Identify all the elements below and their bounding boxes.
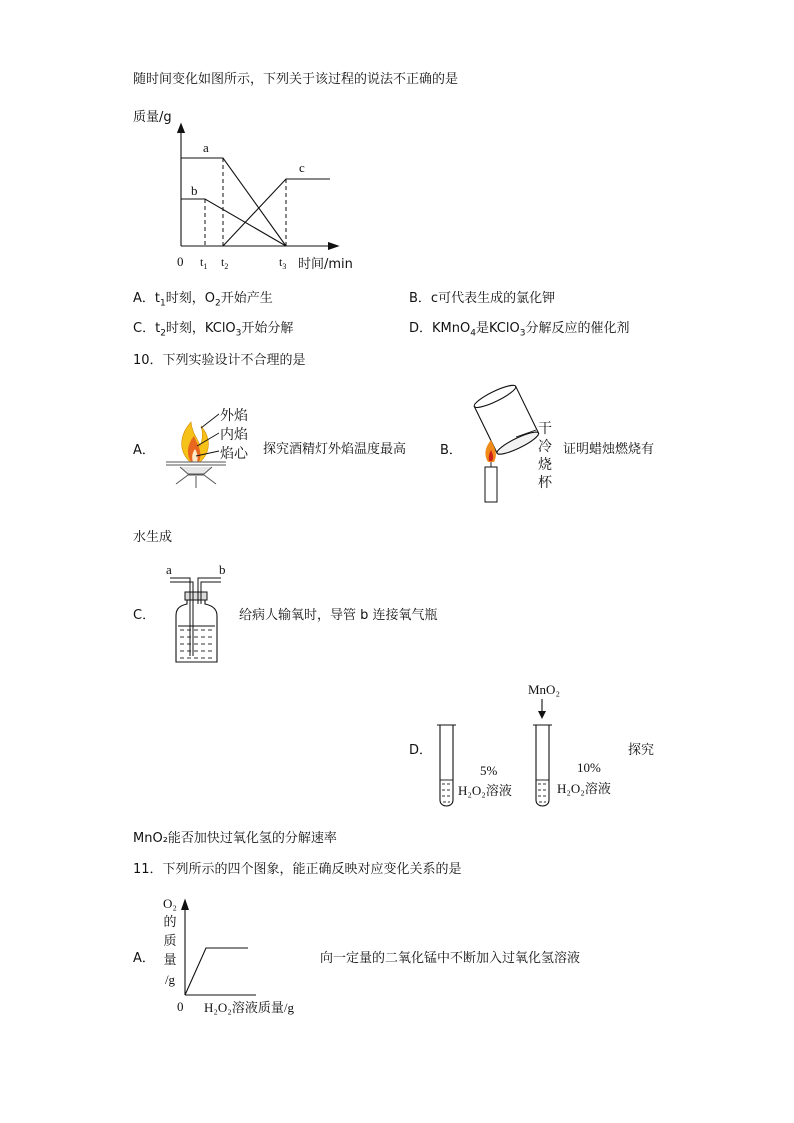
mno2-label: MnO₂ bbox=[528, 682, 560, 697]
label-flame-center: 焰心 bbox=[220, 446, 248, 462]
q10-a-letter: A． bbox=[133, 443, 155, 458]
q9-tick-t1: $t_1$ bbox=[200, 255, 208, 271]
q9-option-a: A．$t_1$时刻，$O_2$开始产生 bbox=[133, 291, 273, 309]
q9-stem: 随时间变化如图所示，下列关于该过程的说法不正确的是 bbox=[133, 72, 459, 87]
q10-stem: 10．下列实验设计不合理的是 bbox=[133, 353, 306, 368]
q9-label-c: c bbox=[299, 160, 305, 175]
q9-xlabel: 时间/min bbox=[298, 257, 353, 272]
q9-label-a: a bbox=[203, 140, 209, 155]
q11-a-letter: A． bbox=[133, 951, 155, 966]
q10-c-letter: C． bbox=[133, 608, 156, 623]
q10-c-text: 给病人输氧时，导管 b 连接氧气瓶 bbox=[239, 608, 438, 623]
label-outer-flame: 外焰 bbox=[220, 408, 248, 424]
tube-a-label: a bbox=[166, 562, 172, 577]
q11-stem: 11．下列所示的四个图象，能正确反映对应变化关系的是 bbox=[133, 862, 462, 877]
label-inner-flame: 内焰 bbox=[220, 427, 248, 443]
tube2-solution: H₂O₂溶液 bbox=[557, 781, 611, 796]
q10-b-letter: B． bbox=[440, 443, 462, 458]
q11-a-ylabel: O₂ 的 质 量 /g bbox=[163, 896, 177, 987]
q9-option-b: B．c可代表生成的氯化钾 bbox=[409, 291, 556, 306]
tube-b-label: b bbox=[219, 562, 226, 577]
q10-b-text-continued: 水生成 bbox=[133, 530, 173, 545]
q11-origin: 0 bbox=[177, 999, 184, 1014]
q11-xlabel: H₂O₂溶液质量/g bbox=[204, 1000, 294, 1015]
q9-tick-t2: $t_2$ bbox=[221, 255, 229, 271]
q9-option-d: D．KMnO$_4$是KClO$_3$分解反应的催化剂 bbox=[409, 321, 630, 339]
tube1-solution: H₂O₂溶液 bbox=[458, 783, 512, 798]
q11-a-text: 向一定量的二氧化锰中不断加入过氧化氢溶液 bbox=[320, 951, 581, 966]
q9-chart-ylabel: 质量/g bbox=[133, 110, 172, 125]
q10-b-text: 证明蜡烛燃烧有 bbox=[563, 442, 655, 457]
q9-tick-t3: $t_3$ bbox=[279, 255, 287, 271]
tube1-concentration: 5% bbox=[480, 763, 498, 778]
q10-d-text-continued: MnO₂能否加快过氧化氢的分解速率 bbox=[133, 831, 337, 846]
tube2-concentration: 10% bbox=[577, 760, 601, 775]
q9-origin: 0 bbox=[177, 254, 184, 269]
q10-a-text: 探究酒精灯外焰温度最高 bbox=[263, 442, 407, 457]
q9-option-c: C．$t_2$时刻，KClO$_3$开始分解 bbox=[133, 321, 294, 339]
q10-d-text: 探究 bbox=[628, 743, 655, 758]
q9-label-b: b bbox=[191, 183, 198, 198]
label-dry-cold-beaker: 干 冷 烧 杯 bbox=[538, 421, 552, 491]
q10-d-letter: D． bbox=[409, 743, 433, 758]
q11-series-o2 bbox=[185, 948, 248, 995]
